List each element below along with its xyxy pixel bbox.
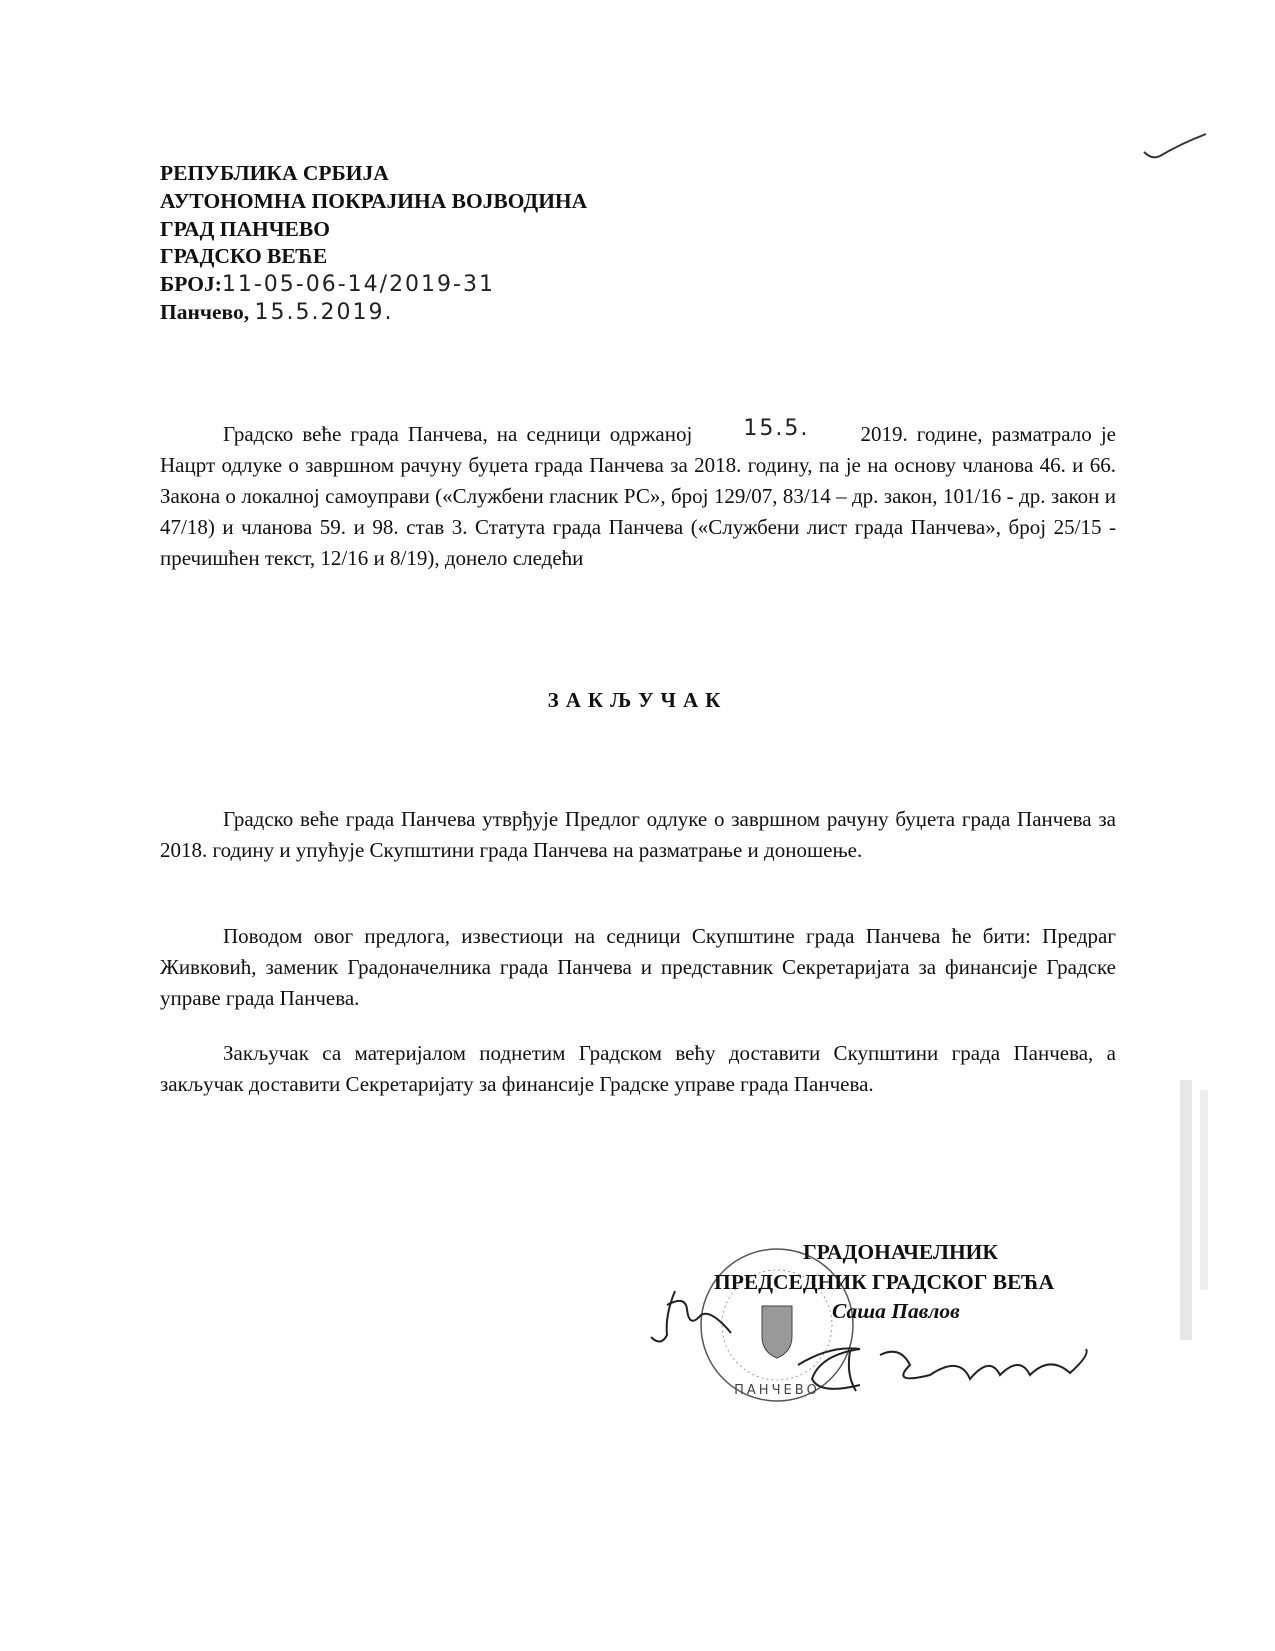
- scan-artifact: [1200, 1090, 1208, 1290]
- signatory-name: Саша Павлов: [832, 1299, 960, 1323]
- place-label: Панчево,: [160, 299, 250, 324]
- number-label: БРОЈ:: [160, 272, 222, 297]
- check-mark-icon: [1140, 130, 1210, 170]
- date-value: 15.5.2019.: [254, 299, 394, 325]
- paragraph: [160, 921, 1116, 1014]
- intro-paragraph: [160, 416, 1117, 574]
- handwritten-date: 15.5.: [743, 416, 810, 441]
- document-number: [160, 271, 587, 299]
- header-line: РЕПУБЛИКА СРБИЈА: [160, 161, 389, 185]
- handwritten-signature: [790, 1335, 1100, 1405]
- document-date: [160, 299, 587, 327]
- stamp-bottom-text: ПАНЧЕВО: [734, 1383, 820, 1398]
- signatory-title: ГРАДОНАЧЕЛНИК: [803, 1240, 998, 1264]
- header-line: АУТОНОМНА ПОКРАЈИНА ВОЈВОДИНА: [160, 188, 588, 213]
- intro-text-rest: 2019. године, разматрало је Нацрт одлуке о завршном рачуну буџета града Панчева за 2018. годину, па је на основу чланова 46. и 66. Закона о локалној самоуправи («Службени гласник РС», број 129/07, 83/14 – др. закон, 101/16 - др. закон и 47/18) и чланова 59. и 98. став 3. Статута града Панчева («Службени лист града Панчева», број 25/15 - пречишћен текст, 12/16 и 8/19), донело следећи: [160, 422, 1117, 570]
- paragraph-text: Закључак са материјалом поднетим Градском већу доставити Скупштини града Панчева, а закључак доставити Секретаријату за финансије Градске управе града Панчева.: [160, 1041, 1116, 1096]
- paragraph: [160, 1038, 1116, 1100]
- signatory-position: ПРЕДСЕДНИК ГРАДСКОГ ВЕЋА: [714, 1270, 1055, 1294]
- document-title: ЗАКЉУЧАК: [547, 688, 728, 712]
- paragraph: [160, 804, 1116, 866]
- header-line: ГРАД ПАНЧЕВО: [160, 216, 330, 241]
- scan-artifact: [1180, 1080, 1192, 1340]
- header-line: ГРАДСКО ВЕЋЕ: [160, 244, 328, 269]
- number-value: 11-05-06-14/2019-31: [221, 272, 495, 298]
- intro-text: Градско веће града Панчева, на седници одржаној: [223, 422, 693, 446]
- initials-signature: [645, 1285, 735, 1355]
- document-header: [160, 160, 587, 327]
- paragraph-text: Градско веће града Панчева утврђује Предлог одлуке о завршном рачуну буџета града Панчева за 2018. годину и упућује Скупштини града Панчева на разматрање и доношење.: [160, 807, 1116, 862]
- paragraph-text: Поводом овог предлога, известиоци на седници Скупштине града Панчева ће бити: Предраг Живковић, заменик Градоначелника града Панчева и представник Секретаријата за финансије Градске управе града Панчева.: [160, 924, 1116, 1010]
